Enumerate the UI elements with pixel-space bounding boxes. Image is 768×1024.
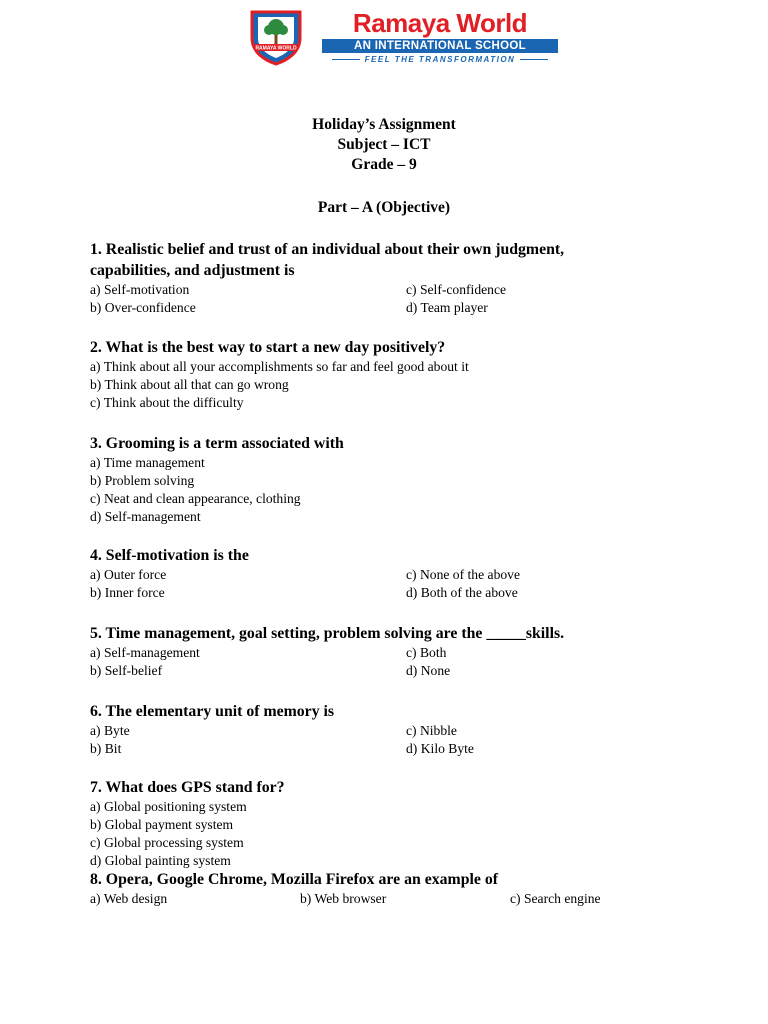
option: c) Global processing system xyxy=(90,835,244,850)
option: a) Self-motivation xyxy=(90,282,190,297)
option: d) Both of the above xyxy=(406,585,518,600)
option: d) None xyxy=(406,663,451,678)
option: c) Nibble xyxy=(406,723,457,738)
option: b) Bit xyxy=(90,741,122,756)
option: c) None of the above xyxy=(406,567,520,582)
option: d) Global painting system xyxy=(90,853,231,868)
question-text: 5. Time management, goal setting, problem solving are the _____skills. xyxy=(90,625,565,642)
option: b) Over-confidence xyxy=(90,300,196,315)
option: c) Think about the difficulty xyxy=(90,395,244,410)
part-title: Part – A (Objective) xyxy=(317,199,451,216)
crest-icon xyxy=(246,8,306,66)
question-2 xyxy=(90,337,690,412)
question-text: 2. What is the best way to start a new day positively? xyxy=(90,339,446,356)
subject-title: Subject – ICT xyxy=(337,136,431,153)
options xyxy=(90,890,690,908)
option: b) Think about all that can go wrong xyxy=(90,377,289,392)
option: a) Think about all your accomplishments so far and feel good about it xyxy=(90,359,469,374)
options xyxy=(90,358,690,412)
question-3 xyxy=(90,433,690,526)
question-text: 8. Opera, Google Chrome, Mozilla Firefox are an example of xyxy=(90,871,499,888)
options xyxy=(90,798,690,870)
grade-title: Grade – 9 xyxy=(351,156,417,173)
question-7 xyxy=(90,777,690,870)
option: a) Self-management xyxy=(90,645,200,660)
option: d) Team player xyxy=(406,300,488,315)
options xyxy=(90,644,690,680)
question-8 xyxy=(90,869,690,908)
option: a) Web design xyxy=(90,891,168,906)
option: b) Web browser xyxy=(300,891,387,906)
question-5 xyxy=(90,623,690,680)
options xyxy=(90,566,690,602)
tagline-text: FEEL THE TRANSFORMATION xyxy=(364,55,516,64)
brand-tagline xyxy=(322,54,558,66)
question-1 xyxy=(90,239,690,317)
option: c) Neat and clean appearance, clothing xyxy=(90,491,301,506)
brand-subtitle: AN INTERNATIONAL SCHOOL xyxy=(322,39,558,53)
option: c) Both xyxy=(406,645,447,660)
option: a) Global positioning system xyxy=(90,799,247,814)
option: d) Kilo Byte xyxy=(406,741,474,756)
question-text: 4. Self-motivation is the xyxy=(90,547,249,564)
school-logo xyxy=(246,8,562,66)
question-text xyxy=(90,239,690,281)
option: b) Problem solving xyxy=(90,473,195,488)
option: a) Time management xyxy=(90,455,205,470)
option: c) Search engine xyxy=(510,891,601,906)
option: a) Outer force xyxy=(90,567,167,582)
option: c) Self-confidence xyxy=(406,282,507,297)
question-text: 3. Grooming is a term associated with xyxy=(90,435,344,452)
document-titles xyxy=(0,115,768,175)
crest-label: RAMAYA WORLD xyxy=(255,45,297,52)
option: b) Global payment system xyxy=(90,817,234,832)
question-text-line: 1. Realistic belief and trust of an individual about their own judgment, xyxy=(90,241,565,258)
assignment-title: Holiday’s Assignment xyxy=(312,116,456,133)
option: b) Inner force xyxy=(90,585,165,600)
question-text-line: capabilities, and adjustment is xyxy=(90,262,295,279)
options xyxy=(90,281,690,317)
option: a) Byte xyxy=(90,723,130,738)
question-text: 7. What does GPS stand for? xyxy=(90,779,285,796)
brand-name: Ramaya World xyxy=(352,8,528,38)
option: d) Self-management xyxy=(90,509,201,524)
question-text: 6. The elementary unit of memory is xyxy=(90,703,335,720)
option: b) Self-belief xyxy=(90,663,163,678)
question-4 xyxy=(90,545,690,602)
options xyxy=(90,722,690,758)
question-6 xyxy=(90,701,690,758)
options xyxy=(90,454,690,526)
